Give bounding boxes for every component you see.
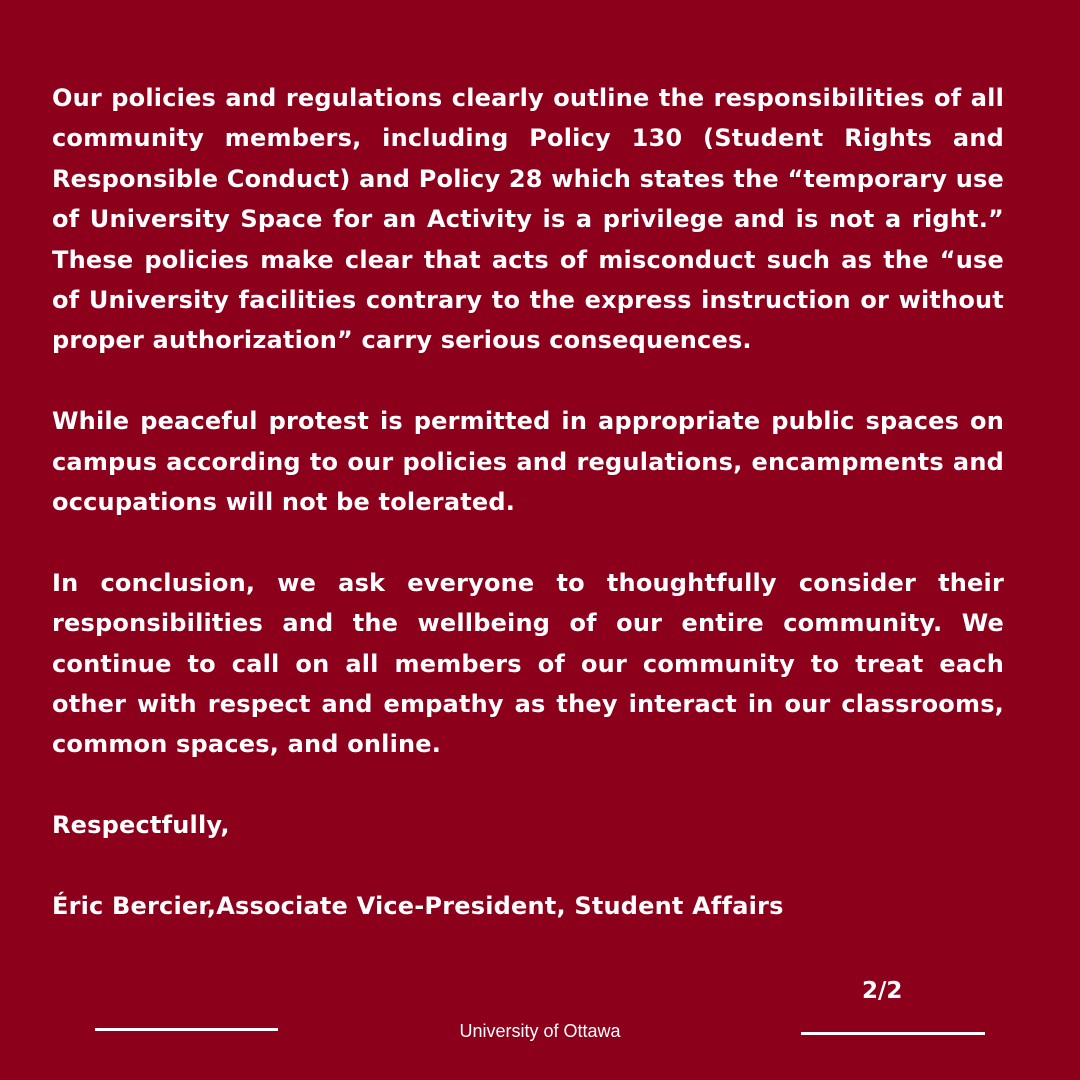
closing-line: Respectfully, [52, 811, 230, 840]
paragraph-conclusion: In conclusion, we ask everyone to thoughtfully consider their responsibilities and the wellbeing of our entire community. We continue to call on all members of our community to treat each other with respect and empathy as they interact in our classrooms, common spaces, and online. [52, 568, 1004, 759]
footer-divider-right [801, 1032, 985, 1035]
letter-body [52, 78, 1004, 926]
paragraph-policies: Our policies and regulations clearly outline the responsibilities of all community members, including Policy 130 (Student Rights and Responsible Conduct) and Policy 28 which states the “temporary use of University Space for an Activity is a privilege and is not a right.” These policies make clear that acts of misconduct such as the “use of University facilities contrary to the express instruction or without proper authorization” carry serious consequences. [52, 84, 1004, 355]
page-indicator: 2/2 [862, 978, 903, 1004]
signature-line: Éric Bercier,Associate Vice-President, Student Affairs [52, 892, 784, 921]
organization-name: University of Ottawa [459, 1021, 621, 1041]
paragraph-protest: While peaceful protest is permitted in appropriate public spaces on campus according to our policies and regulations, encampments and occupations will not be tolerated. [52, 407, 1004, 517]
